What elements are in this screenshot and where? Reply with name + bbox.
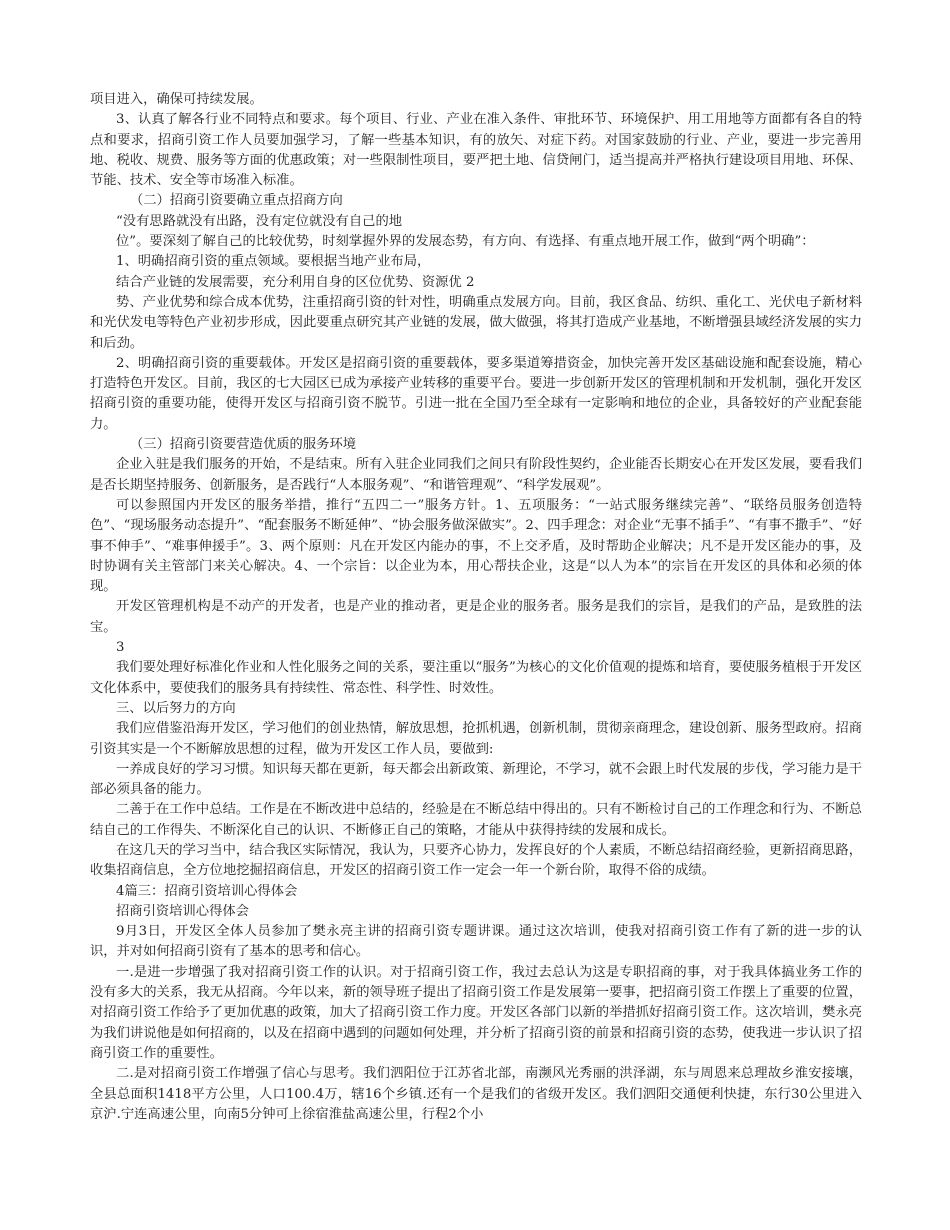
paragraph: 在这几天的学习当中，结合我区实际情况，我认为，只要齐心协力，发挥良好的个人素质，不断总结招商经验，更新招商思路，收集招商信息，全方位地挖掘招商信息，开发区的招商引资工作一定会一年一个新台阶，取得不俗的成绩。: [90, 842, 862, 879]
paragraph: 项目进入，确保可持续发展。: [90, 92, 263, 107]
paragraph: 一.是进一步增强了我对招商引资工作的认识。对于招商引资工作，我过去总认为这是专职招商的事，对于我具体搞业务工作的没有多大的关系，我无从招商。今年以来，新的领导班子提出了招商引资工作是发展第一要事，把招商引资工作摆上了重要的位置，对招商引资工作给予了更加优惠的政策，加大了招商引资工作力度。开发区各部门以新的举措抓好招商引资工作。这次培训，樊永亮为我们讲说他是如何招商的，以及在招商中遇到的问题如何处理，并分析了招商引资的前景和招商引资的态势，使我进一步认识了招商引资工作的重要性。: [90, 964, 862, 1061]
paragraph: 二.是对招商引资工作增强了信心与思考。我们泗阳位于江苏省北部，南濒风光秀丽的洪泽湖，东与周恩来总理故乡淮安接壤，全县总面积1418平方公里，人口100.4万，辖16个乡镇.还有一个是我们的省级开发区。我们泗阳交通便利快捷，东行30公里进入京沪.宁连高速公里，向南5分钟可上徐宿淮盐高速公里，行程2个小: [90, 1066, 862, 1122]
paragraph: 1、明确招商引资的重点领域。要根据当地产业布局，: [116, 254, 431, 270]
paragraph: 结合产业链的发展需要，充分利用自身的区位优势、资源优 2: [116, 274, 475, 290]
paragraph: （二）招商引资要确立重点招商方向: [130, 193, 343, 209]
paragraph: 一养成良好的学习习惯。知识每天都在更新，每天都会出新政策、新理论，不学习，就不会跟上时代发展的步伐，学习能力是干部必须具备的能力。: [90, 761, 862, 798]
paragraph: 9月3日，开发区全体人员参加了樊永亮主讲的招商引资专题讲课。通过这次培训，使我对招商引资工作有了新的进一步的认识，并对如何招商引资有了基本的思考和信心。: [90, 924, 862, 960]
paragraph: “没有思路就没有出路，没有定位就没有自己的地: [116, 213, 403, 229]
paragraph: 可以参照国内开发区的服务举措，推行“五四二一”服务方针。1、五项服务：“一站式服务继续完善”、“联络员服务创造特色”、“现场服务动态提升”、“配套服务不断延伸”、“协会服务做深做实”。2、四手理念：对企业“无事不插手”、“有事不撒手”、“好事不伸手”、“难事伸援手”。3、两个原则：凡在开发区内能办的事，不上交矛盾，及时帮助企业解决；凡不是开发区能办的事，及时协调有关主管部门来关心解决。4、一个宗旨：以企业为本，用心帮扶企业，这是“以人为本”的宗旨在开发区的具体和必须的体现。: [90, 497, 862, 595]
paragraph: 3: [116, 640, 125, 656]
paragraph: 我们要处理好标准化作业和人性化服务之间的关系，要注重以“服务”为核心的文化价值观的提炼和培育，要使服务植根于开发区文化体系中，要使我们的服务具有持续性、常态性、科学性、时效性。: [90, 660, 862, 696]
paragraph: 招商引资培训心得体会: [116, 903, 249, 919]
paragraph: 3、认真了解各行业不同特点和要求。每个项目、行业、产业在准入条件、审批环节、环境保护、用工用地等方面都有各自的特点和要求，招商引资工作人员要加强学习，了解一些基本知识，有的放矢、对症下药。对国家鼓励的行业、产业，要进一步完善用地、税收、规费、服务等方面的优惠政策；对一些限制性项目，要严把土地、信贷闸门，适当提高并严格执行建设项目用地、环保、节能、技术、安全等市场准入标准。: [90, 112, 862, 189]
paragraph: （三）招商引资要营造优质的服务环境: [130, 437, 357, 453]
paragraph: 位”。要深刻了解自己的比较优势，时刻掌握外界的发展态势，有方向、有选择、有重点地开展工作，做到“两个明确”：: [116, 234, 815, 250]
paragraph: 二善于在工作中总结。工作是在不断改进中总结的，经验是在不断总结中得出的。只有不断检讨自己的工作理念和行为、不断总结自己的工作得失、不断深化自己的认识、不断修正自己的策略，才能从中获得持续的发展和成长。: [90, 802, 862, 838]
paragraph: 势、产业优势和综合成本优势，注重招商引资的针对性，明确重点发展方向。目前，我区食品、纺织、重化工、光伏电子新材料和光伏发电等特色产业初步形成，因此要重点研究其产业链的发展，做大做强，将其打造成产业基地，不断增强县域经济发展的实力和后劲。: [90, 294, 862, 351]
paragraph: 企业入驻是我们服务的开始，不是结束。所有入驻企业同我们之间只有阶段性契约，企业能否长期安心在开发区发展，要看我们是否长期坚持服务、创新服务，是否践行“人本服务观”、“和谐管理观”、“科学发展观”。: [90, 457, 862, 493]
paragraph: 2、明确招商引资的重要载体。开发区是招商引资的重要载体，要多渠道筹措资金，加快完善开发区基础设施和配套设施，精心打造特色开发区。目前，我区的七大园区已成为承接产业转移的重要平台。要进一步创新开发区的管理机制和开发机制，强化开发区招商引资的重要功能，使得开发区与招商引资不脱节。引进一批在全国乃至全球有一定影响和地位的企业，具备较好的产业配套能力。: [90, 355, 862, 432]
paragraph: 4篇三：招商引资培训心得体会: [116, 883, 298, 899]
paragraph: 三、以后努力的方向: [116, 700, 236, 716]
paragraph: 开发区管理机构是不动产的开发者，也是产业的推动者，更是企业的服务者。服务是我们的宗旨，是我们的产品，是致胜的法宝。: [90, 599, 862, 635]
paragraph: 我们应借鉴沿海开发区，学习他们的创业热情，解放思想，抢抓机遇，创新机制，贯彻亲商理念，建设创新、服务型政府。招商引资其实是一个不断解放思想的过程，做为开发区工作人员，要做到:: [90, 721, 862, 757]
